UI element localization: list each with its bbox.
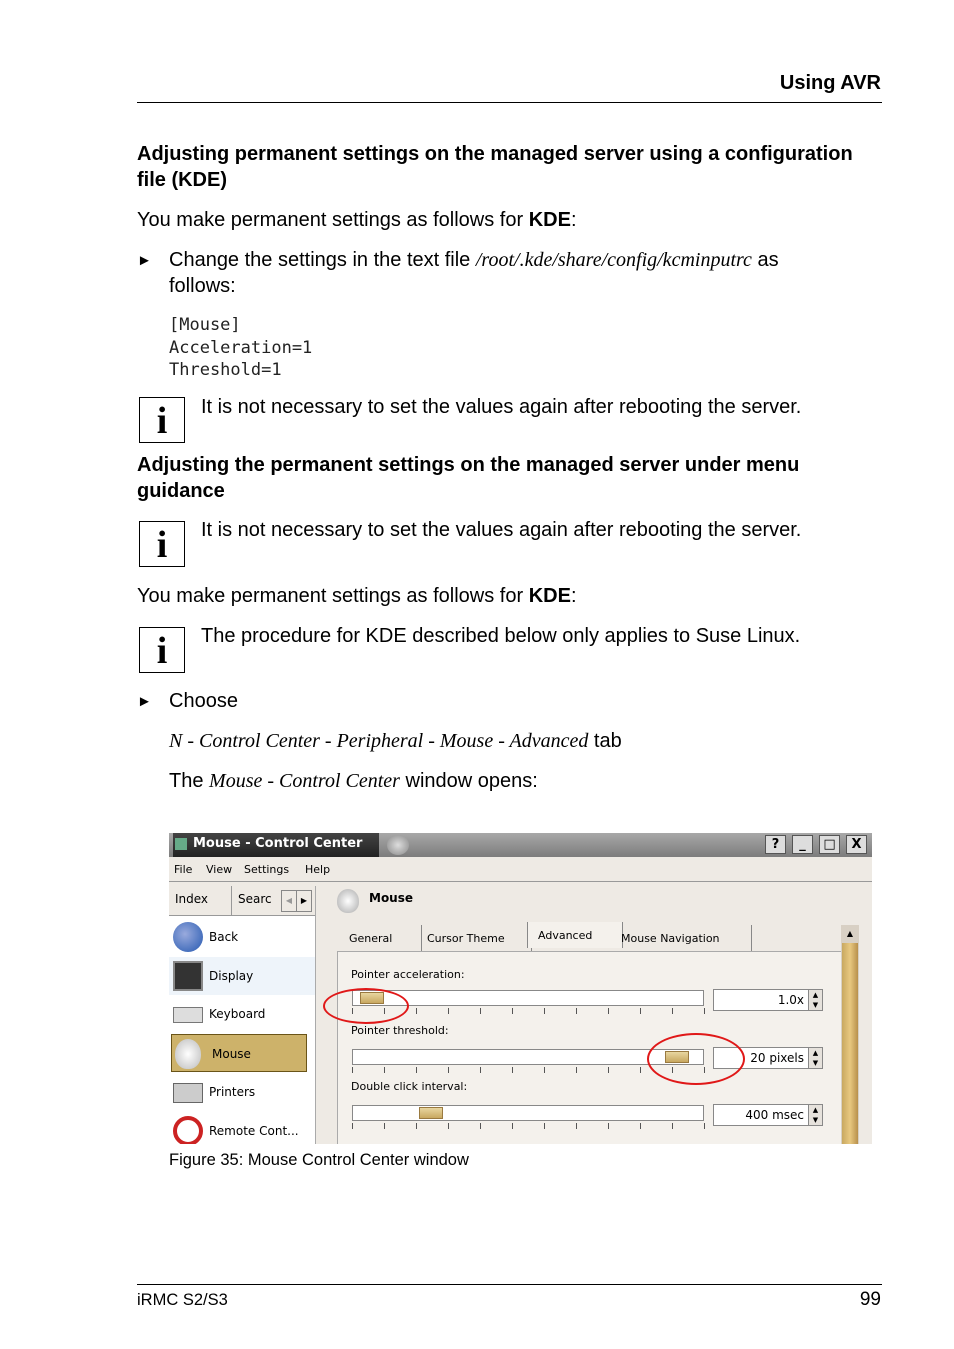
bullet-icon: ► [137,693,152,710]
tick-mark [480,1123,481,1129]
tick-mark [608,1067,609,1073]
pointer-threshold-spinbox[interactable]: 20 pixels ▲ ▼ [713,1047,823,1069]
menu-view[interactable]: View [206,863,233,876]
control-center-screenshot [169,833,872,1144]
scrollbar-thumb[interactable] [842,943,858,1144]
minimize-button[interactable]: _ [792,835,813,854]
double-click-interval-slider[interactable] [352,1105,704,1121]
help-button[interactable]: ? [765,835,786,854]
tick-mark [640,1123,641,1129]
figure-caption: Figure 35: Mouse Control Center window [169,1151,469,1169]
menu-file[interactable]: File [174,863,193,876]
pointer-acceleration-spinbox[interactable]: 1.0x ▲ ▼ [713,989,823,1011]
section2-note2: The procedure for KDE described below only applies to Suse Linux. [201,625,801,647]
section1-intro: You make permanent settings as follows for KDE: [137,209,577,231]
slider-handle[interactable] [419,1107,443,1119]
section2-note1: It is not necessary to set the values again after rebooting the server. [201,519,802,541]
footer-product: iRMC S2/S3 [137,1291,228,1309]
side-item-remote-control[interactable]: Remote Cont... [169,1112,315,1144]
scroll-up-icon[interactable]: ▲ [846,929,854,938]
window-title: Mouse - Control Center [173,833,379,857]
tick-mark [608,1008,609,1014]
tick-mark [640,1067,641,1073]
side-item-mouse[interactable]: Mouse [171,1034,307,1072]
tick-mark [352,1123,353,1129]
module-title: Mouse [369,891,414,905]
info-icon: i [139,397,185,443]
window-opens-text: The Mouse - Control Center window opens: [169,770,538,792]
tick-mark [544,1067,545,1073]
slider-ticks [352,1123,704,1129]
section1-note: It is not necessary to set the values again after rebooting the server. [201,396,802,418]
keyboard-icon [173,1007,203,1023]
section1-heading: Adjusting permanent settings on the managed server using a configuration file (KDE) [137,143,853,191]
maximize-button[interactable]: □ [819,835,840,854]
pointer-acceleration-label: Pointer acceleration: [351,968,465,981]
tab-index[interactable]: Index [175,892,209,906]
section1-step: Change the settings in the text file /root/.kde/share/config/kcminputrc as follows: [169,249,779,297]
section2-step: Choose [169,690,238,712]
app-icon [175,838,187,850]
highlight-circle [323,988,409,1024]
tick-mark [416,1067,417,1073]
tick-mark [704,1123,705,1129]
tab-mouse-navigation[interactable]: Mouse Navigation [611,925,752,951]
bullet-icon: ► [137,252,152,269]
navigation-panel [169,886,316,1144]
tick-mark [480,1067,481,1073]
tick-mark [384,1067,385,1073]
display-icon [173,961,203,991]
mouse-icon [175,1039,201,1069]
tick-mark [512,1123,513,1129]
tab-cursor-theme[interactable]: Cursor Theme [417,925,532,951]
side-item-display[interactable]: Display [169,957,315,995]
tick-mark [480,1008,481,1014]
menu-settings[interactable]: Settings [244,863,290,876]
code-block: [Mouse] Acceleration=1 Threshold=1 [169,315,313,380]
tick-mark [576,1123,577,1129]
tick-mark [576,1008,577,1014]
tick-mark [448,1008,449,1014]
tick-mark [672,1123,673,1129]
scroll-left-icon[interactable]: ◀ [281,890,297,912]
pointer-threshold-label: Pointer threshold: [351,1024,449,1037]
side-item-keyboard[interactable]: Keyboard [169,995,315,1033]
tick-mark [384,1123,385,1129]
running-header: Using AVR [779,72,881,94]
printer-icon [173,1083,203,1103]
advanced-panel [337,951,845,1144]
spin-arrows-icon[interactable]: ▲ ▼ [808,990,822,1010]
kde-gear-icon [387,835,409,855]
tick-mark [416,1008,417,1014]
highlight-circle [647,1033,745,1085]
tab-general[interactable]: General [339,925,422,951]
info-icon: i [139,521,185,567]
page-number: 99 [859,1289,881,1310]
menu-help[interactable]: Help [305,863,331,876]
tick-mark [544,1008,545,1014]
tick-mark [448,1123,449,1129]
remote-icon [173,1116,203,1144]
tick-mark [576,1067,577,1073]
tick-mark [352,1067,353,1073]
back-arrow-icon [173,922,203,952]
double-click-interval-label: Double click interval: [351,1080,468,1093]
tick-mark [672,1008,673,1014]
menu-path: N - Control Center - Peripheral - Mouse - Advanced tab [169,730,622,752]
tab-advanced[interactable]: Advanced [527,922,623,948]
tick-mark [640,1008,641,1014]
side-item-back[interactable]: Back [169,918,315,956]
scroll-right-icon[interactable]: ▶ [296,890,312,912]
tick-mark [448,1067,449,1073]
footer-rule [137,1284,882,1285]
side-item-printers[interactable]: Printers [169,1073,315,1111]
section2-heading: Adjusting the permanent settings on the managed server under menu guidance [137,454,800,502]
close-button[interactable]: X [846,835,867,854]
tick-mark [512,1067,513,1073]
tick-mark [608,1123,609,1129]
mouse-module-icon [337,889,359,913]
double-click-interval-spinbox[interactable]: 400 msec ▲ ▼ [713,1104,823,1126]
tick-mark [704,1008,705,1014]
section2-intro: You make permanent settings as follows for KDE: [137,585,577,607]
tick-mark [512,1008,513,1014]
spin-arrows-icon[interactable]: ▲ ▼ [808,1048,822,1068]
header-rule [137,102,882,103]
tick-mark [544,1123,545,1129]
spin-arrows-icon[interactable]: ▲ ▼ [808,1105,822,1125]
tick-mark [416,1123,417,1129]
info-icon: i [139,627,185,673]
tab-search[interactable]: Searc [238,892,272,906]
